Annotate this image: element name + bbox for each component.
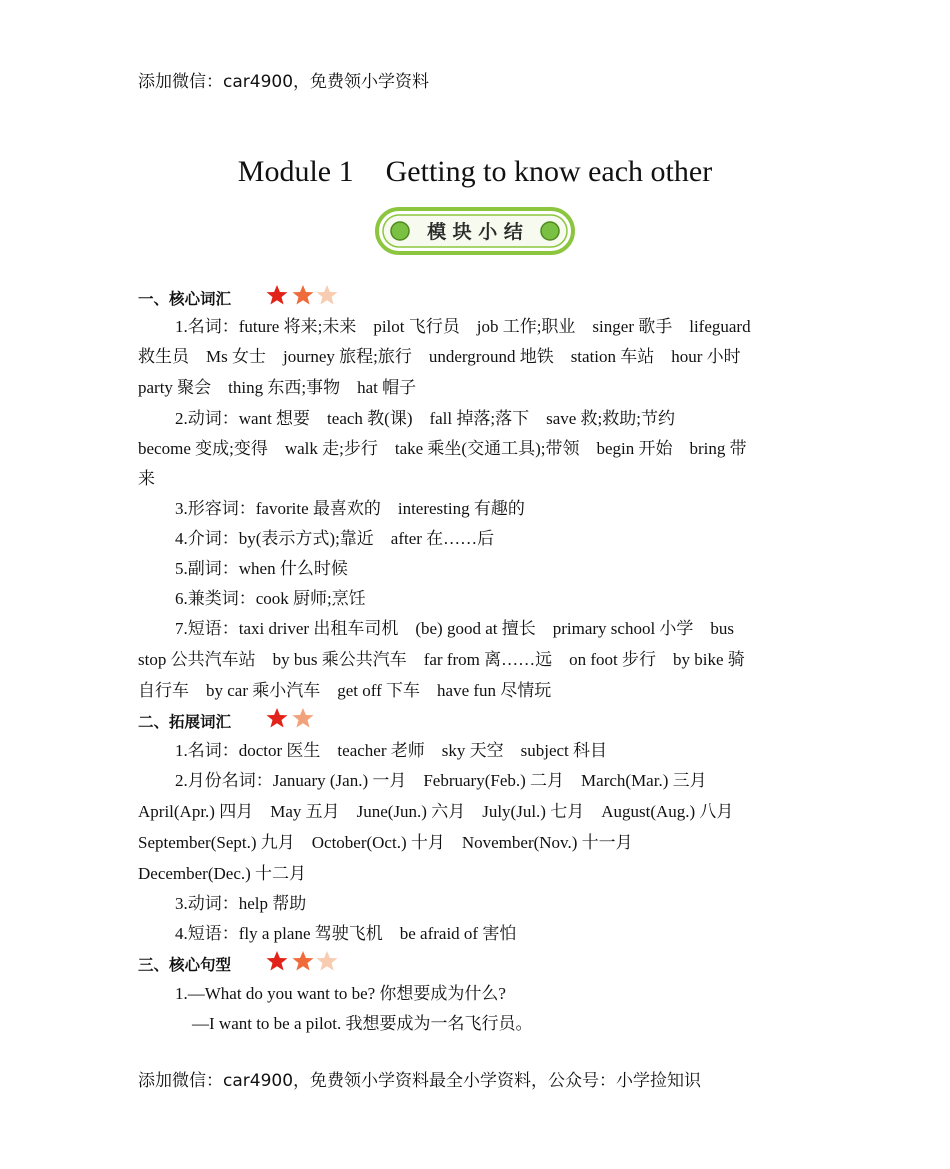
star-icon	[267, 708, 288, 728]
header-note: 添加微信：car4900，免费领小学资料	[138, 72, 430, 92]
vocab-line: September(Sept.) 九月 October(Oct.) 十月 November(Nov.) 十一月	[138, 833, 633, 852]
section-heading-core-sentences: 三、核心句型	[138, 956, 232, 974]
rating-stars	[265, 706, 325, 732]
vocab-line: 7.短语：taxi driver 出租车司机 (be) good at 擅长 primary school 小学 bus	[175, 619, 735, 638]
vocab-line: December(Dec.) 十二月	[138, 864, 307, 883]
vocab-line: 来	[138, 469, 155, 488]
vocab-line: 6.兼类词：cook 厨师;烹饪	[175, 589, 366, 608]
badge-label: 模 块 小 结	[427, 221, 523, 243]
rating-stars	[265, 949, 345, 975]
page-title	[0, 152, 950, 192]
module-summary-badge	[375, 206, 575, 256]
half-star-icon	[293, 708, 314, 728]
section-heading-core-vocabulary: 一、核心词汇	[138, 290, 232, 308]
sentence-line: —I want to be a pilot. 我想要成为一名飞行员。	[192, 1014, 533, 1033]
rating-stars	[265, 283, 345, 309]
vocab-line: 4.短语：fly a plane 驾驶飞机 be afraid of 害怕	[175, 924, 517, 943]
vocab-line: 自行车 by car 乘小汽车 get off 下车 have fun 尽情玩	[138, 681, 552, 700]
vocab-line: 3.形容词：favorite 最喜欢的 interesting 有趣的	[175, 499, 525, 518]
star-icon	[267, 951, 288, 971]
star-icon	[267, 285, 288, 305]
vocab-line: 1.名词：doctor 医生 teacher 老师 sky 天空 subject 科目	[175, 741, 608, 760]
vocab-line: stop 公共汽车站 by bus 乘公共汽车 far from 离……远 on foot 步行 by bike 骑	[138, 650, 745, 669]
badge-dot-right-icon	[541, 222, 559, 240]
half-star-icon	[317, 951, 338, 971]
vocab-line: 4.介词：by(表示方式);靠近 after 在……后	[175, 529, 495, 548]
vocab-line: 2.动词：want 想要 teach 教(课) fall 掉落;落下 save 救;救助;节约	[175, 409, 676, 428]
footer-note: 添加微信：car4900，免费领小学资料最全小学资料，公众号：小学捡知识	[138, 1071, 702, 1091]
vocab-line: 1.名词：future 将来;未来 pilot 飞行员 job 工作;职业 singer 歌手 lifeguard	[175, 317, 751, 336]
badge-frame	[375, 206, 575, 256]
vocab-line: 5.副词：when 什么时候	[175, 559, 348, 578]
module-subtitle: Getting to know each other	[385, 155, 713, 188]
star-icon	[293, 285, 314, 305]
vocab-line: 2.月份名词：January (Jan.) 一月 February(Feb.) 二月 March(Mar.) 三月	[175, 771, 707, 790]
vocab-line: party 聚会 thing 东西;事物 hat 帽子	[138, 378, 417, 397]
module-number: Module 1	[237, 155, 354, 188]
section-heading-extended-vocabulary: 二、拓展词汇	[138, 713, 232, 731]
vocab-line: 3.动词：help 帮助	[175, 894, 307, 913]
star-icon	[293, 951, 314, 971]
half-star-icon	[317, 285, 338, 305]
vocab-line: April(Apr.) 四月 May 五月 June(Jun.) 六月 July(Jul.) 七月 August(Aug.) 八月	[138, 802, 734, 821]
badge-dot-left-icon	[391, 222, 409, 240]
vocab-line: become 变成;变得 walk 走;步行 take 乘坐(交通工具);带领 begin 开始 bring 带	[138, 439, 747, 458]
sentence-line: 1.—What do you want to be? 你想要成为什么?	[175, 984, 506, 1003]
vocab-line: 救生员 Ms 女士 journey 旅程;旅行 underground 地铁 station 车站 hour 小时	[138, 347, 741, 366]
